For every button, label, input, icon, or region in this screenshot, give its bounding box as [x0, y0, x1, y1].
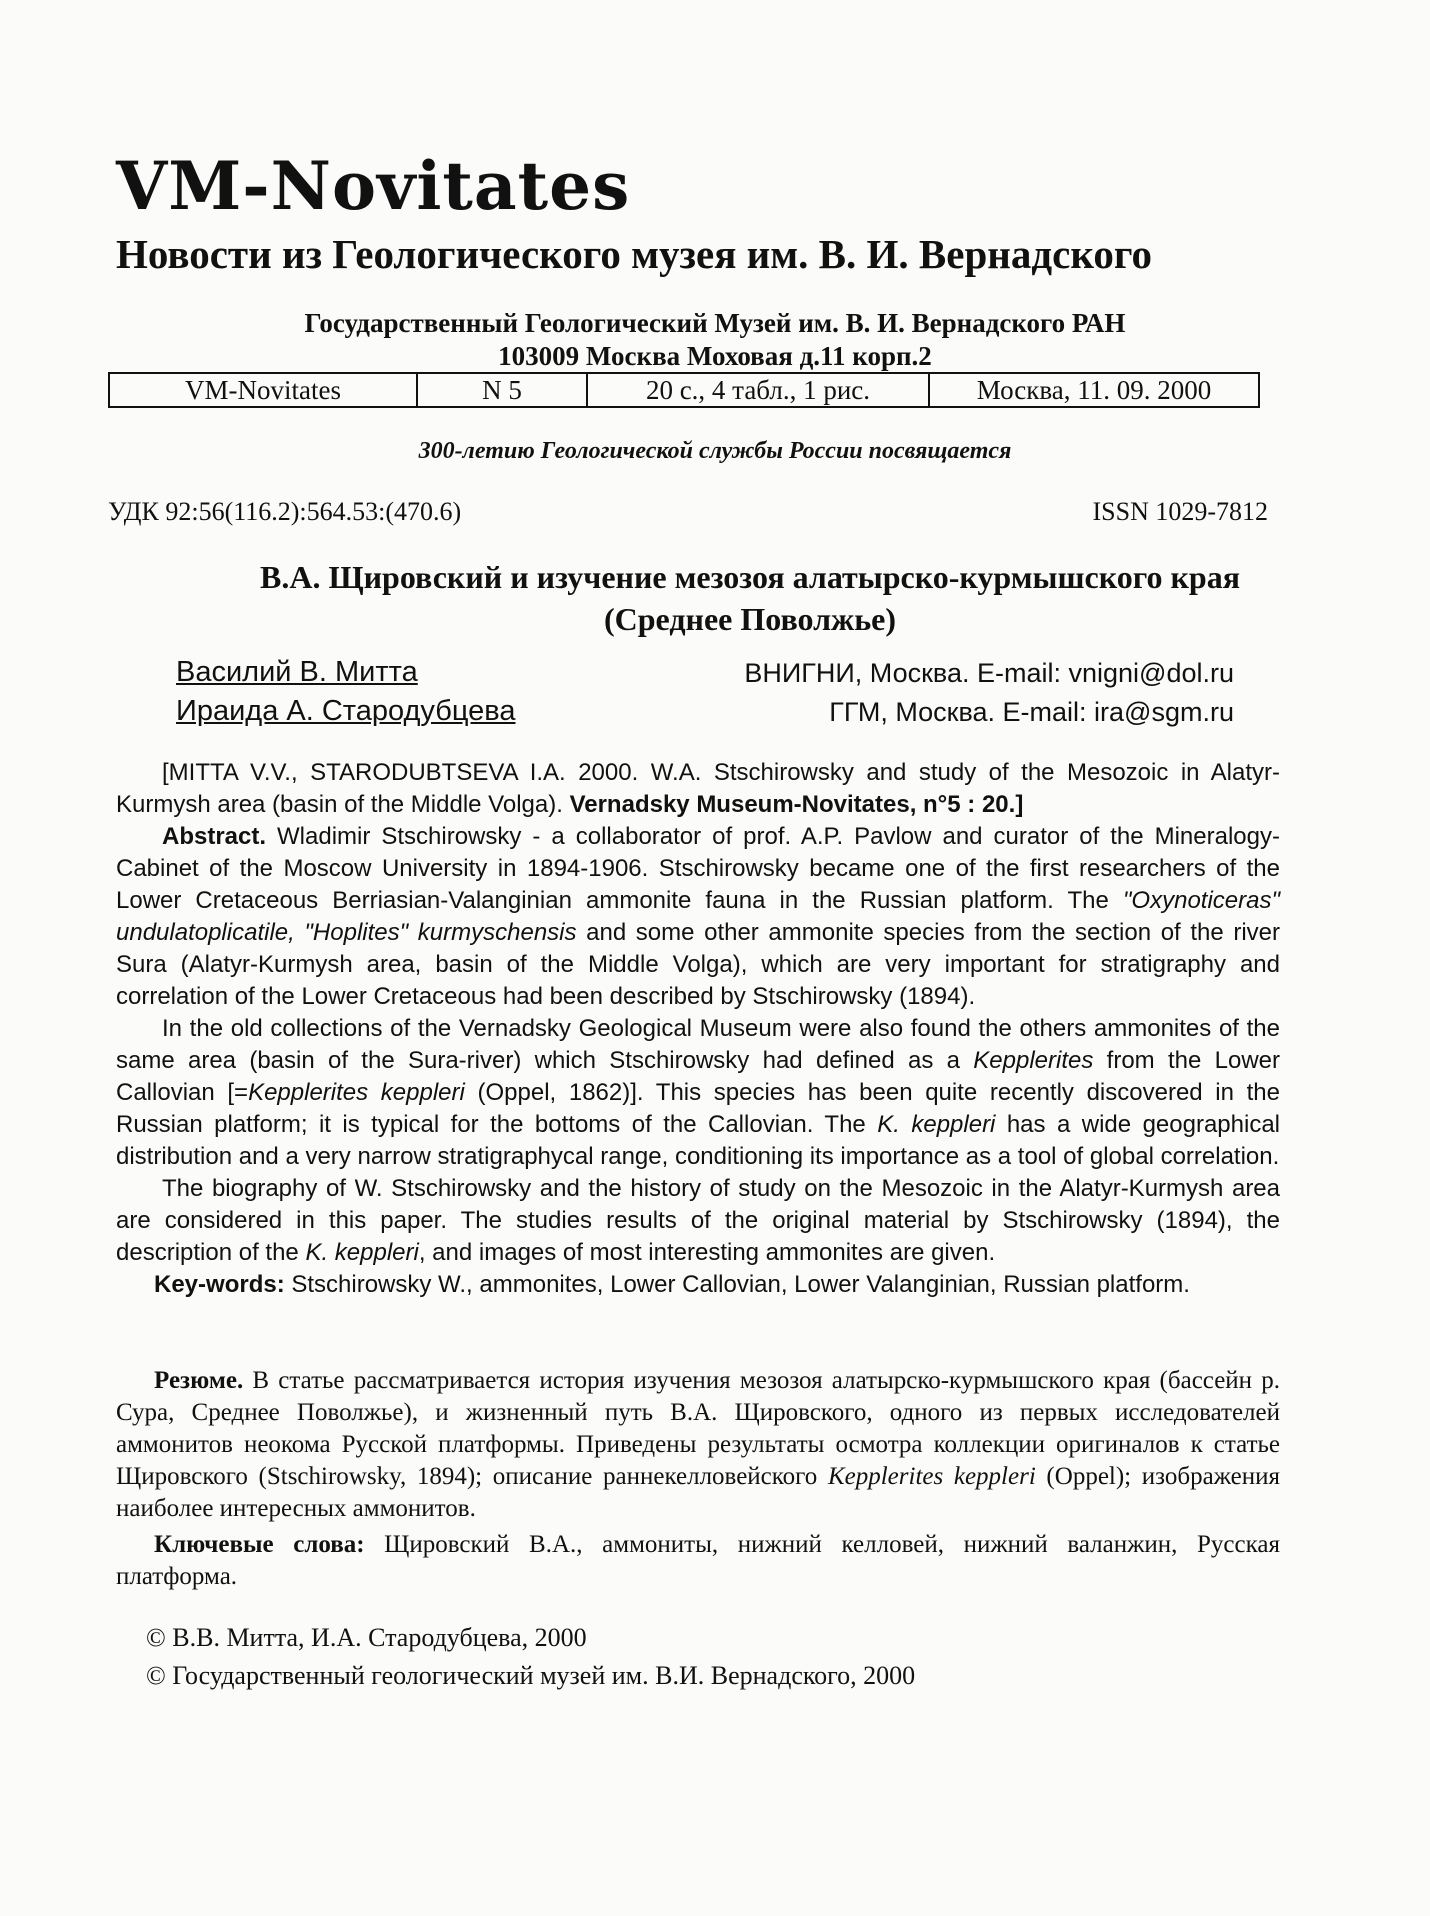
info-journal: VM-Novitates	[109, 373, 417, 407]
copyright-museum: © Государственный геологический музей им. В.И. Вернадского, 2000	[146, 1661, 916, 1690]
article-title	[180, 556, 1320, 640]
resume-paragraph: Резюме. В статье рассматривается история изучения мезозоя алатырско-курмышского края (бассейн р. Сура, Среднее Поволжье), и жизненный путь В.А. Щировского, одного из первых исследователей аммонитов неокома Русской платформы. Приведены результаты осмотра коллекции оригиналов к статье Щировского (Stschirowsky, 1894); описание раннекелловейского Kepplerites keppleri (Oppel); изображения наиболее интересных аммонитов.	[116, 1367, 1280, 1522]
resume-label: Резюме.	[154, 1367, 244, 1394]
issue-info-table	[108, 372, 1260, 408]
author-name: Василий В. Митта	[176, 656, 418, 688]
institution-address: 103009 Москва Моховая д.11 корп.2	[498, 341, 932, 371]
russian-keywords-label: Ключевые слова:	[154, 1531, 365, 1558]
info-issue: N 5	[417, 373, 587, 407]
article-title-line1: В.А. Щировский и изучение мезозоя алатырско-курмышского края	[259, 559, 1241, 595]
copyright-authors: © В.В. Митта, И.А. Стародубцева, 2000	[146, 1623, 587, 1652]
author-affiliation: ВНИГНИ, Москва. E-mail: vnigni@dol.ru	[744, 658, 1234, 688]
keywords-label: Key-words:	[154, 1271, 285, 1298]
citation-journal: Vernadsky Museum-Novitates, n°5 : 20.]	[569, 791, 1024, 818]
info-pages: 20 с., 4 табл., 1 рис.	[587, 373, 929, 407]
journal-subtitle: Новости из Геологического музея им. В. И. Вернадского	[116, 231, 1153, 277]
keywords: Key-words: Stschirowsky W., ammonites, Lower Callovian, Lower Valanginian, Russian platform.	[154, 1271, 1190, 1298]
citation: [MITTA V.V., STARODUBTSEVA I.A. 2000. W.A. Stschirowsky and study of the Mesozoic in Alatyr-Kurmysh area (basin of the Middle Volga). Vernadsky Museum-Novitates, n°5 : 20.]	[116, 759, 1280, 818]
journal-title: VM-Novitates	[116, 147, 631, 225]
dedication: 300-летию Геологической службы России посвящается	[418, 438, 1012, 464]
institution-name: Государственный Геологический Музей им. В. И. Вернадского РАН	[304, 308, 1126, 338]
abstract-paragraph: Abstract. Wladimir Stschirowsky - a collaborator of prof. A.P. Pavlow and curator of the Mineralogy-Cabinet of the Moscow University in 1894-1906. Stschirowsky became one of the first researchers of the Lower Cretaceous Berriasian-Valanginian ammonite fauna in the Russian platform. The "Oxynoticeras" undulatoplicatile, "Hoplites" kurmyschensis and some other ammonite species from the section of the river Sura (Alatyr-Kurmysh area, basin of the Middle Volga), which are very important for stratigraphy and correlation of the Lower Cretaceous had been described by Stschirowsky (1894).	[116, 823, 1280, 1010]
issn: ISSN 1029-7812	[1092, 497, 1268, 526]
udk-code: УДК 92:56(116.2):564.53:(470.6)	[108, 497, 462, 526]
article-title-line2: (Среднее Поволжье)	[603, 601, 897, 637]
abstract-paragraph: In the old collections of the Vernadsky Geological Museum were also found the others ammonites of the same area (basin of the Sura-river) which Stschirowsky had defined as a Kepplerites from the Lower Callovian [=Kepplerites keppleri (Oppel, 1862)]. This species has been quite recently discovered in the Russian platform; it is typical for the bottoms of the Callovian. The K. keppleri has a wide geographical distribution and a very narrow stratigraphycal range, conditioning its importance as a tool of global correlation.	[116, 1015, 1281, 1170]
russian-keywords: Ключевые слова: Щировский В.А., аммониты, нижний келловей, нижний валанжин, Русская платформа.	[116, 1531, 1280, 1590]
abstract-paragraph: The biography of W. Stschirowsky and the history of study on the Mesozoic in the Alatyr-Kurmysh area are considered in this paper. The studies results of the original material by Stschirowsky (1894), the description of the K. keppleri, and images of most interesting ammonites are given.	[116, 1175, 1280, 1266]
author-affiliation: ГГМ, Москва. E-mail: ira@sgm.ru	[829, 697, 1234, 727]
russian-summary	[116, 1365, 1280, 1593]
author-name: Ираида А. Стародубцева	[176, 695, 516, 727]
english-abstract	[116, 757, 1280, 1301]
info-place-date: Москва, 11. 09. 2000	[929, 373, 1259, 407]
abstract-label: Abstract.	[162, 823, 267, 850]
